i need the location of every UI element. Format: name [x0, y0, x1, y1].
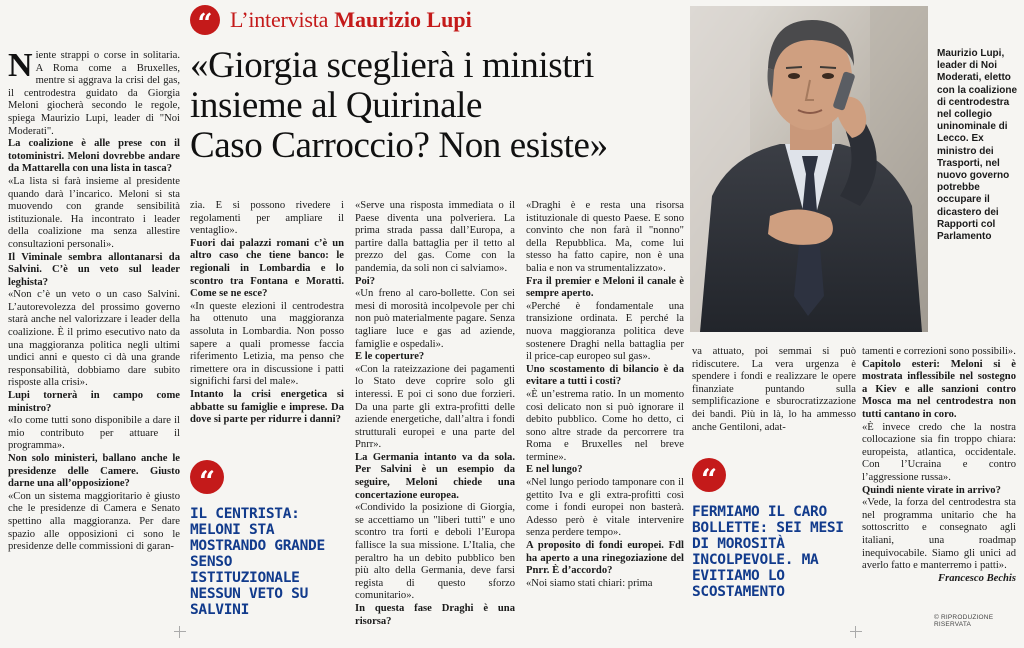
- quote-icon: “: [190, 5, 220, 35]
- intro-paragraph: iente strappi o corse in solitaria. A Roma come a Bruxelles, mentre si aggrava la crisi del gas, il centrodestra guidato da Giorgia Meloni giocherà secondo le regole, spiega Maurizio Lupi, leader di "Noi Moderati".: [8, 50, 180, 137]
- article-column-2: [190, 200, 344, 427]
- article-kicker: [190, 6, 472, 39]
- answer: «Con un sistema maggioritario è giusto che le presidenze di Camera e Senato spettino alla maggioranza. Per dare spazio alle opposizioni ci sono le presidenze delle commissioni di garan-: [8, 490, 180, 553]
- question: La Germania intanto va da sola. Per Salvini è un esempio da seguire, Meloni chiede una concertazione europea.: [355, 451, 515, 501]
- answer: «Un freno al caro-bollette. Con sei mesi di morosità incolpevole per chi non può materialmente pagare. Senza tagliare luce e gas ad aziende, famiglie e ospedali».: [355, 288, 515, 350]
- headline-line-1: «Giorgia sceglierà i ministri: [190, 45, 594, 86]
- author-byline: Francesco Bechis: [938, 572, 1016, 584]
- answer: «È invece credo che la nostra collocazione sia fin troppo chiara: europeista, atlantica, occidentale. Con l’Ucraina e contro l’aggressione russa».: [862, 421, 1016, 483]
- quote-icon: “: [692, 458, 726, 492]
- answer: zia. E si possono rivedere i regolamenti per ampliare il ventaglio».: [190, 200, 344, 237]
- question: In questa fase Draghi è una risorsa?: [355, 603, 515, 627]
- question: Uno scostamento di bilancio è da evitare a tutti i costi?: [526, 363, 684, 388]
- answer: tamenti e correzioni sono possibili».: [862, 346, 1016, 357]
- question: Lupi tornerà in campo come ministro?: [8, 390, 180, 414]
- question: Non solo ministeri, ballano anche le presidenze delle Camere. Giusto darne una all’opposizione?: [8, 453, 180, 490]
- answer: «Vede, la forza del centrodestra sta nel programma unitario che ha sottoscritto e consegnato agli italiani, una roadmap inequivocabile. Siamo gli unici ad averlo fatto e manterremo i patti».: [862, 497, 1016, 572]
- pull-quote-text: FERMIAMO IL CARO BOLLETTE: SEI MESI DI MOROSITÀ INCOLPEVOLE. MA EVITIAMO LO SCOSTAMENTO: [692, 504, 844, 600]
- answer: «Condivido la posizione di Giorgia, se accettiamo un "liberi tutti" e uno scontro tra forti e deboli l’Europa fallisce la sua missione. L’Italia, che peraltro ha un debito pubblico ben più alto della Germania, deve farsi regista di questo sforzo comunitario».: [355, 502, 515, 602]
- article-column-4: [526, 200, 684, 590]
- copyright-notice: © RIPRODUZIONE RISERVATA: [934, 614, 994, 628]
- article-column-5: [692, 346, 856, 434]
- answer: va attuato, poi semmai si può ridiscutere. La vera urgenza è spendere i fondi e realizzare le opere finanziate puntando sulla semplificazione e sburocratizzazione dei bandi. Più in là, lo ha ammesso anche Gentiloni, adat-: [692, 346, 856, 433]
- pull-quote-2: [692, 458, 852, 600]
- question: Fra il premier e Meloni il canale è sempre aperto.: [526, 275, 684, 300]
- question: Quindi niente virate in arrivo?: [862, 484, 1001, 496]
- pull-quote-text: IL CENTRISTA: MELONI STA MOSTRANDO GRANDE SENSO ISTITUZIONALE NESSUN VETO SU SALVINI: [190, 506, 325, 618]
- photo-caption: Maurizio Lupi, leader di Noi Moderati, eletto con la coalizione di centrodestra nel collegio uninominale di Lecco. Ex ministro dei Trasporti, nel nuovo governo potrebbe occupare il dicastero dei Rapporti col Parlamento: [937, 48, 1018, 243]
- question: E nel lungo?: [526, 464, 583, 476]
- registration-mark: [850, 626, 862, 638]
- answer: «La lista si farà insieme al presidente quando darà l’incarico. Meloni si sta muovendo con grande sensibilità istituzionale. Ha incontrato i leader della coalizione ma senza allestire consultazioni personali».: [8, 175, 180, 250]
- kicker-label: L’intervista: [230, 7, 329, 32]
- answer: «Io come tutti sono disponibile a dare il mio contributo per attuare il programma».: [8, 415, 180, 452]
- question: Fuori dai palazzi romani c’è un altro caso che tiene banco: le regionali in Lombardia e lo scontro tra Fontana e Moratti. Come se ne esce?: [190, 237, 344, 300]
- answer: «Noi siamo stati chiari: prima: [526, 577, 653, 589]
- portrait-photo: [690, 6, 928, 332]
- question: Intanto la crisi energetica si abbatte su famiglie e imprese. Da dove si parte per ridurre i danni?: [190, 388, 344, 426]
- headline-line-2: insieme al Quirinale: [190, 85, 483, 126]
- registration-mark: [174, 626, 186, 638]
- portrait-illustration: [690, 6, 928, 332]
- headline: [190, 46, 688, 166]
- headline-line-3: Caso Carroccio? Non esiste»: [190, 125, 608, 166]
- question: La coalizione è alle prese con il totoministri. Meloni dovrebbe andare da Mattarella con una lista in tasca?: [8, 138, 180, 175]
- article-column-3: [355, 200, 515, 628]
- answer: «Con la rateizzazione dei pagamenti lo Stato deve coprire solo gli interessi. E poi ci sono due forzieri. Da una parte gli extra-profitti delle aziende energetiche, dall’altra i fondi strutturali europei e una parte del Pnrr».: [355, 363, 515, 451]
- answer: «Serve una risposta immediata o il Paese diventa una polveriera. La prima strada passa dall’Europa, a partire dalla battaglia per il tetto al prezzo del gas. Come con la pandemia, da soli non ci salviamo».: [355, 200, 515, 274]
- drop-cap: N: [8, 47, 33, 84]
- answer: «In queste elezioni il centrodestra ha ottenuto una maggioranza assoluta in Lombardia. Non posso sapere a quali promesse faccia riferimento Letizia, ma penso che rimettere ora in discussione i patti significhi farsi del male».: [190, 300, 344, 388]
- article-column-6: [862, 346, 1016, 585]
- quote-icon: “: [190, 460, 224, 494]
- question: Il Viminale sembra allontanarsi da Salvini. C’è un veto sul leader leghista?: [8, 251, 180, 288]
- answer: «È un’estrema ratio. In un momento così delicato non si può ignorare il debito pubblico. Come ho detto, ci sono altre strade da percorrere tra Roma e Bruxelles nel breve termine».: [526, 388, 684, 463]
- question: Capitolo esteri: Meloni si è mostrata inflessibile nel sostegno a Kiev e alle sanzioni contro Mosca ma nel centrodestra non tutti cantano in coro.: [862, 358, 1016, 420]
- answer: «Non c’è un veto o un caso Salvini. L’autorevolezza del prossimo governo starà anche nel valorizzare i leader della coalizione. È il primo esecutivo nato da una maggioranza politica negli ultimi undici anni e questo ci dà una grande responsabilità, dobbiamo dare subito risposte alla crisi».: [8, 289, 180, 389]
- answer: «Draghi è e resta una risorsa istituzionale di questo Paese. E sono convinto che non farà il "nonno" della Repubblica. Ma, come lui stesso ha fatto capire, non è una balia e non va strumentalizzato».: [526, 200, 684, 274]
- question: E le coperture?: [355, 351, 425, 363]
- question: Poi?: [355, 275, 376, 287]
- answer: «Nel lungo periodo tamponare con il gettito Iva e gli extra-profitti così come i fondi europei non basterà. Adesso però è vitale intervenire senza perdere tempo».: [526, 477, 684, 539]
- article-column-1: [8, 47, 180, 554]
- pull-quote-1: [190, 460, 350, 618]
- question: A proposito di fondi europei. Fdl ha aperto a una rinegoziazione del Pnrr. È d’accordo?: [526, 540, 684, 577]
- interviewee-name: Maurizio Lupi: [334, 7, 472, 32]
- answer: «Perché è fondamentale una transizione ordinata. E perché la nuova maggioranza politica deve sostenere Draghi nella battaglia per il price-cap europeo sul gas».: [526, 300, 684, 363]
